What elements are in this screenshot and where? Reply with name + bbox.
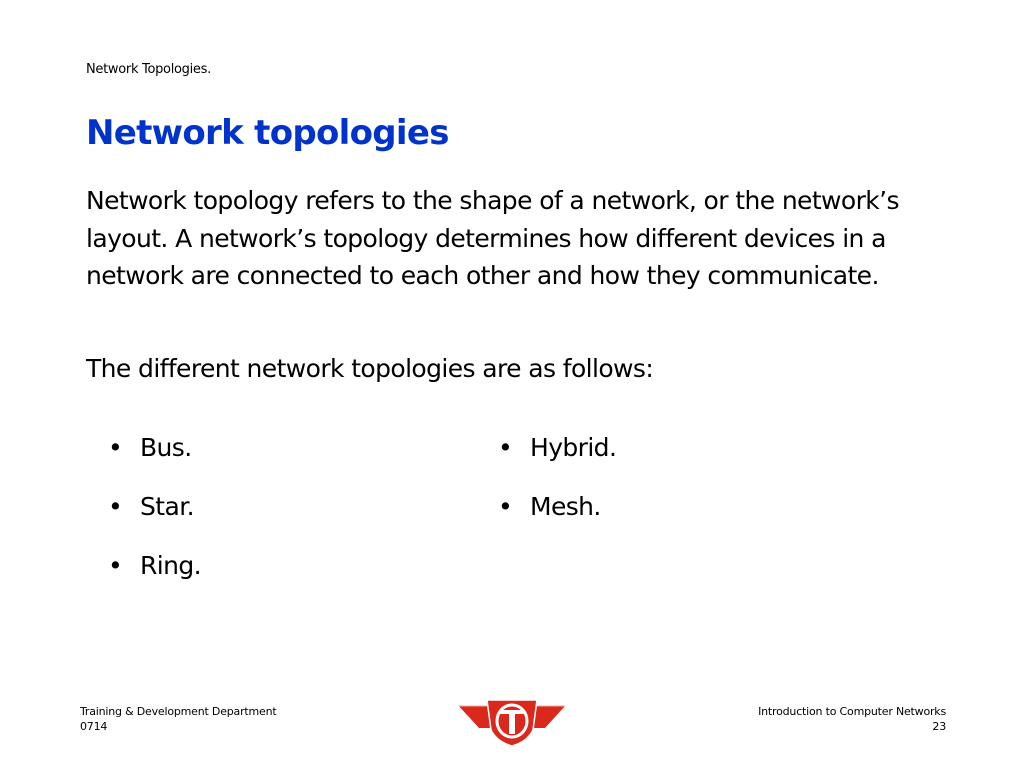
bullet-icon: • [498,492,513,521]
footer-right [758,704,946,734]
ttc-logo-icon [457,694,567,748]
footer-left [80,704,277,734]
bullet-icon: • [108,433,123,462]
topology-list-right [498,428,616,546]
intro-paragraph: Network topology refers to the shape of a network, or the network’s layout. A network’s topology determines how different devices in a network are connected to each other and how they communicate. [86,186,899,290]
list-intro-paragraph: The different network topologies are as follows: [86,354,654,383]
bullet-icon: • [498,433,513,462]
topology-ring: Ring. [140,551,201,580]
topology-list-left [108,428,201,605]
list-item [498,428,616,487]
section-label: Network Topologies. [86,62,211,77]
topology-bus: Bus. [140,433,192,462]
department-name: Training & Development Department [80,705,277,718]
slide-title: Network topologies [86,113,449,153]
page-number: 23 [932,720,946,733]
list-item [108,487,201,546]
logo-t-stem [509,710,515,734]
topology-star: Star. [140,492,194,521]
document-code: 0714 [80,720,108,733]
bullet-icon: • [108,492,123,521]
list-item [498,487,616,546]
list-item [108,428,201,487]
list-item [108,546,201,605]
topology-hybrid: Hybrid. [530,433,617,462]
course-title: Introduction to Computer Networks [758,705,946,718]
topology-mesh: Mesh. [530,492,601,521]
bullet-icon: • [108,551,123,580]
